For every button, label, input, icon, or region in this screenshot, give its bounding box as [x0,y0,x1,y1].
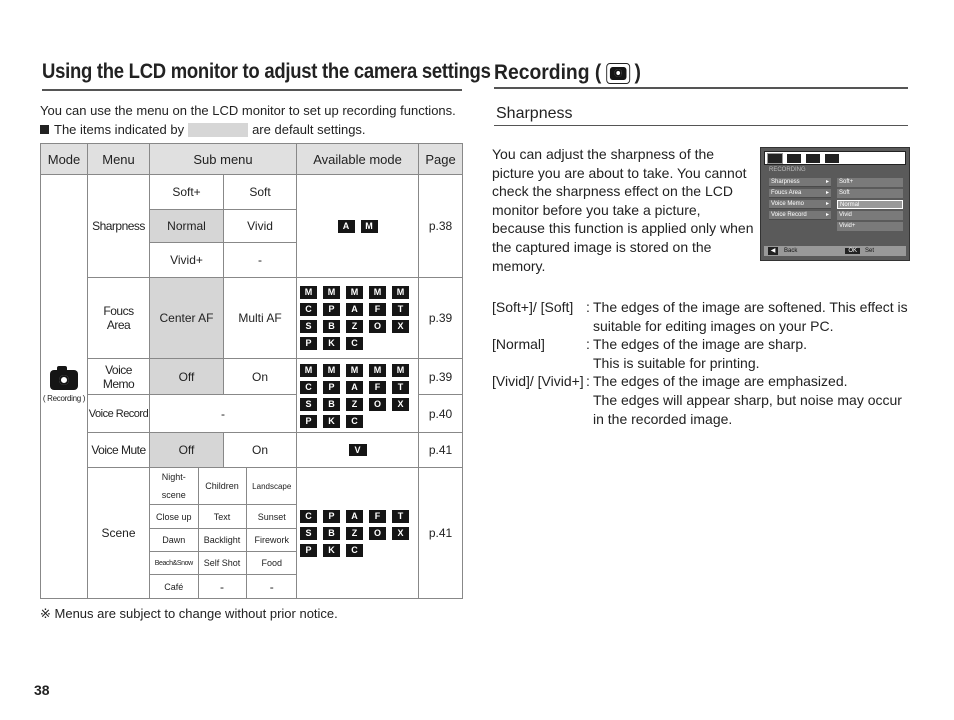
night-icon: C [300,303,317,316]
definition-term: [Normal] [492,336,545,353]
lcd-back: Back [784,248,798,254]
scene-dawn: Dawn [150,528,198,551]
menu-scene: Scene [88,468,150,599]
definition-text: The edges will appear sharp, but noise may occur in the recorded image. [593,391,902,427]
sunset-icon: S [300,527,317,540]
sub-normal: Normal [150,210,224,243]
scene-food: Food [246,551,297,574]
scene-self-shot: Self Shot [198,551,246,574]
menu-focus-area: Foucs Area [88,278,150,359]
lcd-option: Soft+ [837,178,903,187]
sub-dash: - [224,243,297,278]
self-shot-icon: P [300,415,317,428]
table-row [41,175,463,210]
note-after: are default settings. [252,122,366,137]
display-tab-icon [806,154,820,163]
definition-text: This is suitable for printing. [593,354,760,371]
definition-text: The edges of the image are softened. This effect is suitable for editing images on your PC. [593,299,908,334]
dis-mode-icon: M [369,286,386,299]
sub-voice-record: - [150,395,297,433]
scene-grid [150,468,297,599]
night-icon: C [300,510,317,523]
scene-close-up: Close up [150,505,198,528]
beach-icon: X [392,398,409,411]
dis-mode-icon: M [369,364,386,377]
camera-icon [50,370,78,390]
definition-term: [Soft+]/ [Soft] [492,299,574,315]
left-arrow-icon: ◀ [768,247,778,255]
lcd-menu-item: Sharpness ▸ [769,178,831,187]
backlight-icon: Z [346,398,363,411]
auto-mode-icon: M [300,286,317,299]
table-row [41,359,463,395]
macro-icon: F [369,510,386,523]
landscape-icon: A [346,510,363,523]
program-mode-icon: M [323,286,340,299]
bullet-square-icon [40,125,49,134]
lcd-menu-item: Voice Memo ▸ [769,200,831,209]
text-icon: T [392,381,409,394]
page-voice-record: p.40 [419,395,463,433]
self-shot-icon: P [300,544,317,557]
lcd-menu-item: Foucs Area ▸ [769,189,831,198]
definition-text: The edges of the image are emphasized. [593,373,848,390]
mode-cell [41,175,88,599]
scene-text: Text [198,505,246,528]
backlight-icon: Z [346,527,363,540]
lcd-ok: OK [845,248,860,254]
sharpness-modes [297,175,419,278]
program-mode-icon: A [338,220,355,233]
header-mode: Mode [41,144,88,175]
lcd-option-selected: Normal [837,200,903,209]
lcd-tab-bar [764,151,906,165]
title-rule [494,87,908,89]
scene-dash: - [246,575,297,598]
sub-off: Off [150,433,224,468]
section-title: Sharpness [496,105,573,122]
title-rule [42,89,462,91]
table-header-row [41,144,463,175]
text-icon: T [392,303,409,316]
movie-icon: V [349,444,367,456]
sub-multi-af: Multi AF [224,278,297,359]
default-swatch [188,123,248,137]
scene-sunset: Sunset [246,505,297,528]
definition-item: [Soft+]/ [Soft] : The edges of the image are softened. This effect is suitable for editing images on your PC. [492,298,912,335]
firework-icon: O [369,527,386,540]
dawn-icon: B [323,320,340,333]
menu-voice-mute: Voice Mute [88,433,150,468]
definition-item: [Vivid]/ [Vivid+] : The edges of the image are emphasized. [492,372,912,391]
left-page-title: Using the LCD monitor to adjust the camera settings [42,60,491,83]
macro-icon: F [369,303,386,316]
portrait-icon: P [323,381,340,394]
header-sub-menu: Sub menu [150,144,297,175]
sub-center-af: Center AF [150,278,224,359]
night-icon: C [300,381,317,394]
lcd-option: Vivid+ [837,222,903,231]
manual-mode-icon: M [346,364,363,377]
menu-voice-memo: Voice Memo [88,359,150,395]
header-page: Page [419,144,463,175]
intro-text: You can use the menu on the LCD monitor to set up recording functions. [40,103,456,118]
manual-mode-icon: M [346,286,363,299]
header-available-mode: Available mode [297,144,419,175]
sub-soft: Soft [224,175,297,210]
scene-dash: - [198,575,246,598]
scene-children: Children [198,468,246,505]
food-icon: K [323,337,340,350]
lcd-set: Set [865,248,875,254]
sub-off: Off [150,359,224,395]
sub-vivid: Vivid [224,210,297,243]
self-shot-icon: P [300,337,317,350]
camera-tab-icon [768,154,782,163]
page-number: 38 [34,682,50,698]
menu-sharpness: Sharpness [88,175,150,278]
food-icon: K [323,544,340,557]
sub-soft-plus: Soft+ [150,175,224,210]
menu-voice-record: Voice Record [88,395,150,433]
focus-modes [297,278,419,359]
voice-modes [297,359,419,433]
beach-icon: X [392,320,409,333]
sub-on: On [224,359,297,395]
lcd-option: Soft [837,189,903,198]
landscape-icon: A [346,303,363,316]
firework-icon: O [369,398,386,411]
mode-label: ( Recording ) [42,394,86,403]
manual-mode-icon: M [361,220,378,233]
dawn-icon: B [323,527,340,540]
beach-icon: X [392,527,409,540]
sunset-icon: S [300,320,317,333]
cafe-icon: C [346,415,363,428]
definition-item: [Normal] : The edges of the image are sharp. [492,335,912,354]
photo-help-icon: M [392,286,409,299]
footnote: ※ Menus are subject to change without prior notice. [40,606,338,621]
photo-help-icon: M [392,364,409,377]
sharpness-description: You can adjust the sharpness of the picture you are about to take. You cannot check the sharpness effect on the LCD monitor before you take a picture, because this function is applied only when the captured image is stored on the memory. [492,146,754,274]
sunset-icon: S [300,398,317,411]
definitions [492,298,912,428]
header-menu: Menu [88,144,150,175]
scene-landscape: Landscape [246,468,297,505]
page-sharpness: p.38 [419,175,463,278]
portrait-icon: P [323,303,340,316]
sub-vivid-plus: Vivid+ [150,243,224,278]
food-icon: K [323,415,340,428]
portrait-icon: P [323,510,340,523]
auto-mode-icon: M [300,364,317,377]
table-row [41,468,463,599]
page-scene: p.41 [419,468,463,599]
table-row [41,433,463,468]
definition-term: [Vivid]/ [Vivid+] [492,373,584,390]
page-voice-mute: p.41 [419,433,463,468]
cafe-icon: C [346,544,363,557]
title-after: ) [634,61,641,84]
section-rule [494,125,908,126]
mute-modes [297,433,419,468]
scene-firework: Firework [246,528,297,551]
settings-table [40,143,463,599]
lcd-menu-item: Voice Record ▸ [769,211,831,220]
camera-icon [606,63,630,84]
title-before: Recording ( [494,61,602,84]
default-note [40,122,366,137]
settings-tab-icon [825,154,839,163]
text-icon: T [392,510,409,523]
lcd-bottom-bar [764,246,906,256]
page-voice-memo: p.39 [419,359,463,395]
scene-night: Night-scene [150,468,198,505]
sub-on: On [224,433,297,468]
firework-icon: O [369,320,386,333]
scene-cafe: Café [150,575,198,598]
lcd-screen-illustration [760,147,910,261]
scene-modes [297,468,419,599]
definition-text: The edges of the image are sharp. [593,336,808,353]
right-page-title [494,61,641,85]
lcd-option: Vivid [837,211,903,220]
table-row [41,278,463,359]
landscape-icon: A [346,381,363,394]
note-before: The items indicated by [54,122,185,137]
lcd-header: RECORDING [769,167,806,173]
scene-beach-snow: Beach&Snow [150,551,198,574]
backlight-icon: Z [346,320,363,333]
scene-backlight: Backlight [198,528,246,551]
page-focus: p.39 [419,278,463,359]
cafe-icon: C [346,337,363,350]
sound-tab-icon [787,154,801,163]
macro-icon: F [369,381,386,394]
dawn-icon: B [323,398,340,411]
program-mode-icon: M [323,364,340,377]
